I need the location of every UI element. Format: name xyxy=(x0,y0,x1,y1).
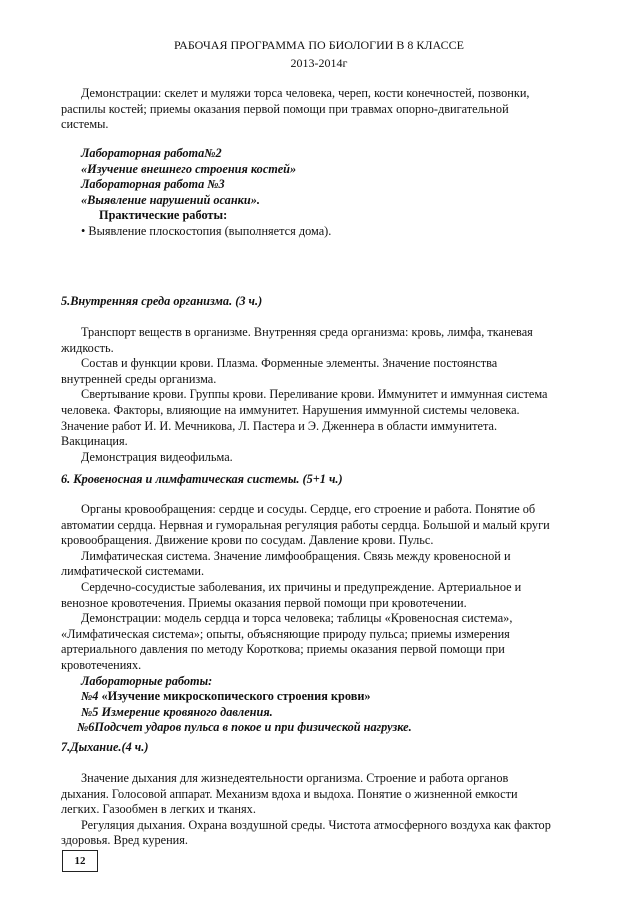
lab-works-list xyxy=(61,146,581,240)
practical-works-heading: Практические работы: xyxy=(99,208,228,223)
section-5-body xyxy=(61,325,581,465)
text-line: Демонстрация видеофильма. xyxy=(81,449,233,464)
text-line: жидкость. xyxy=(61,340,114,355)
lab-title: «Изучение микроскопического строения крови» xyxy=(101,689,371,704)
text-line: кровотечениях. xyxy=(61,657,142,672)
text-line: внутренней среды организма. xyxy=(61,371,217,386)
section-6-body xyxy=(61,502,581,736)
lab-works-heading: Лабораторные работы: xyxy=(81,673,213,688)
document-title: РАБОЧАЯ ПРОГРАММА ПО БИОЛОГИИ В 8 КЛАССЕ xyxy=(174,38,464,52)
text-line: системы. xyxy=(61,117,109,132)
text-line: Сердечно-сосудистые заболевания, их причины и предупреждение. Артериальное и xyxy=(81,579,522,594)
demonstrations-paragraph xyxy=(61,86,581,133)
practical-work-item: • Выявление плоскостопия (выполняется дома). xyxy=(81,223,332,238)
lab-title: «Выявление нарушений осанки». xyxy=(81,192,260,207)
text-line: артериального давления по методу Короткова; приемы оказания первой помощи при xyxy=(61,642,505,657)
text-line: Вакцинация. xyxy=(61,434,128,449)
lab-item-5: №5 Измерение кровяного давления. xyxy=(81,704,273,719)
text-line: Демонстрации: модель сердца и торса человека; таблицы «Кровеносная система», xyxy=(81,611,513,626)
text-line: Регуляция дыхания. Охрана воздушной среды. Чистота атмосферного воздуха как фактор xyxy=(81,817,551,832)
text-line: человека. Факторы, влияющие на иммунитет. Нарушения иммунной системы человека. xyxy=(61,402,520,417)
lab-number: №4 xyxy=(81,689,102,704)
section-5-heading: 5.Внутренняя среда организма. (3 ч.) xyxy=(61,294,263,308)
text-line: Лимфатическая система. Значение лимфообращения. Связь между кровеносной и xyxy=(81,548,511,563)
section-7-heading: 7.Дыхание.(4 ч.) xyxy=(61,740,149,754)
text-line: Значение дыхания для жизнедеятельности организма. Строение и работа органов xyxy=(81,771,509,785)
text-line: лимфатической системами. xyxy=(61,564,205,579)
text-line: распилы костей; приемы оказания первой помощи при травмах опорно-двигательной xyxy=(61,101,509,116)
lab-item-4 xyxy=(61,689,581,705)
school-year: 2013-2014г xyxy=(290,56,348,70)
text-line: Транспорт веществ в организме. Внутренняя среда организма: кровь, лимфа, тканевая xyxy=(81,325,533,339)
text-line: Демонстрации: скелет и муляжи торса человека, череп, кости конечностей, позвонки, xyxy=(81,86,530,100)
section-7-body xyxy=(61,771,581,849)
text-line: «Лимфатическая система»; опыты, объясняющие природу пульса; приемы измерения xyxy=(61,626,510,641)
text-line: легких. Газообмен в легких и тканях. xyxy=(61,802,256,817)
lab-title: «Изучение внешнего строения костей» xyxy=(81,161,297,176)
text-line: Значение работ И. И. Мечникова, Л. Пастера и Э. Дженнера в области иммунитета. xyxy=(61,418,498,433)
lab-item-6: №6Подсчет ударов пульса в покое и при физической нагрузке. xyxy=(77,720,412,735)
text-line: кровообращения. Движение крови по сосудам. Давление крови. Пульс. xyxy=(61,533,434,548)
text-line: дыхания. Голосовой аппарат. Механизм вдоха и выдоха. Понятие о жизненной емкости xyxy=(61,786,518,801)
section-6-heading: 6. Кровеносная и лимфатическая системы. (5+1 ч.) xyxy=(61,472,343,486)
lab-title: Лабораторная работа №3 xyxy=(81,177,225,192)
text-line: Состав и функции крови. Плазма. Форменные элементы. Значение постоянства xyxy=(81,356,498,371)
lab-title: Лабораторная работа№2 xyxy=(81,146,222,160)
page-number: 12 xyxy=(62,850,98,872)
text-line: здоровья. Вред курения. xyxy=(61,833,188,848)
text-line: Свертывание крови. Группы крови. Переливание крови. Иммунитет и иммунная система xyxy=(81,387,548,402)
text-line: Органы кровообращения: сердце и сосуды. Сердце, его строение и работа. Понятие об xyxy=(81,502,536,516)
text-line: венозное кровотечения. Приемы оказания первой помощи при кровотечении. xyxy=(61,595,467,610)
text-line: автоматии сердца. Нервная и гуморальная регуляция работы сердца. Большой и малый круги xyxy=(61,517,550,532)
